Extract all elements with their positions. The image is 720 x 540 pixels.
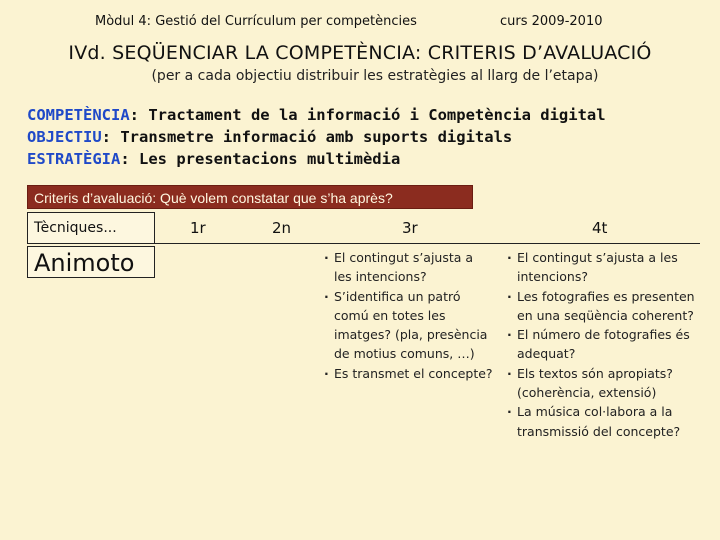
list-item: · Es transmet el concepte? xyxy=(324,364,494,383)
list-item: · El número de fotografies és adequat? xyxy=(507,325,697,364)
competencia-row xyxy=(27,104,707,126)
competencia-key: COMPETÈNCIA xyxy=(27,106,130,124)
column-header-1r: 1r xyxy=(190,219,206,237)
list-item: · El contingut s’ajusta a les intencions? xyxy=(324,248,494,287)
estrategia-key: ESTRATÈGIA xyxy=(27,150,121,168)
column-header-3r: 3r xyxy=(402,219,418,237)
header-divider xyxy=(155,243,700,244)
objectiu-row xyxy=(27,126,707,148)
criteria-list-4t xyxy=(507,248,697,441)
course-label: curs 2009-2010 xyxy=(500,14,603,29)
module-label: Mòdul 4: Gestió del Currículum per competències xyxy=(95,14,417,29)
competencia-value: : Tractament de la informació i Competència digital xyxy=(129,106,606,124)
list-item: · Els textos són apropiats? (coherència, extensió) xyxy=(507,364,697,403)
techniques-label: Tècniques... xyxy=(27,212,155,244)
list-item: · S’identifica un patró comú en totes les imatges? (pla, presència de motius comuns, …) xyxy=(324,287,494,364)
column-header-2n: 2n xyxy=(272,219,292,237)
tool-name: Animoto xyxy=(27,246,155,278)
slide-title: IVd. SEQÜENCIAR LA COMPETÈNCIA: CRITERIS D’AVALUACIÓ xyxy=(68,42,652,64)
list-item: · El contingut s’ajusta a les intencions? xyxy=(507,248,697,287)
estrategia-row xyxy=(27,148,707,170)
objectiu-value: : Transmetre informació amb suports digitals xyxy=(101,128,513,146)
estrategia-value: : Les presentacions multimèdia xyxy=(120,150,401,168)
column-header-4t: 4t xyxy=(592,219,608,237)
criteria-heading: Criteris d’avaluació: Què volem constatar que s’ha après? xyxy=(27,185,473,209)
objectiu-key: OBJECTIU xyxy=(27,128,102,146)
slide-header xyxy=(0,14,720,34)
list-item: · La música col·labora a la transmissió del concepte? xyxy=(507,402,697,441)
competence-info xyxy=(27,104,707,170)
list-item: · Les fotografies es presenten en una seqüència coherent? xyxy=(507,287,697,326)
slide-subtitle: (per a cada objectiu distribuir les estratègies al llarg de l’etapa) xyxy=(151,68,599,84)
criteria-list-3r xyxy=(324,248,494,383)
